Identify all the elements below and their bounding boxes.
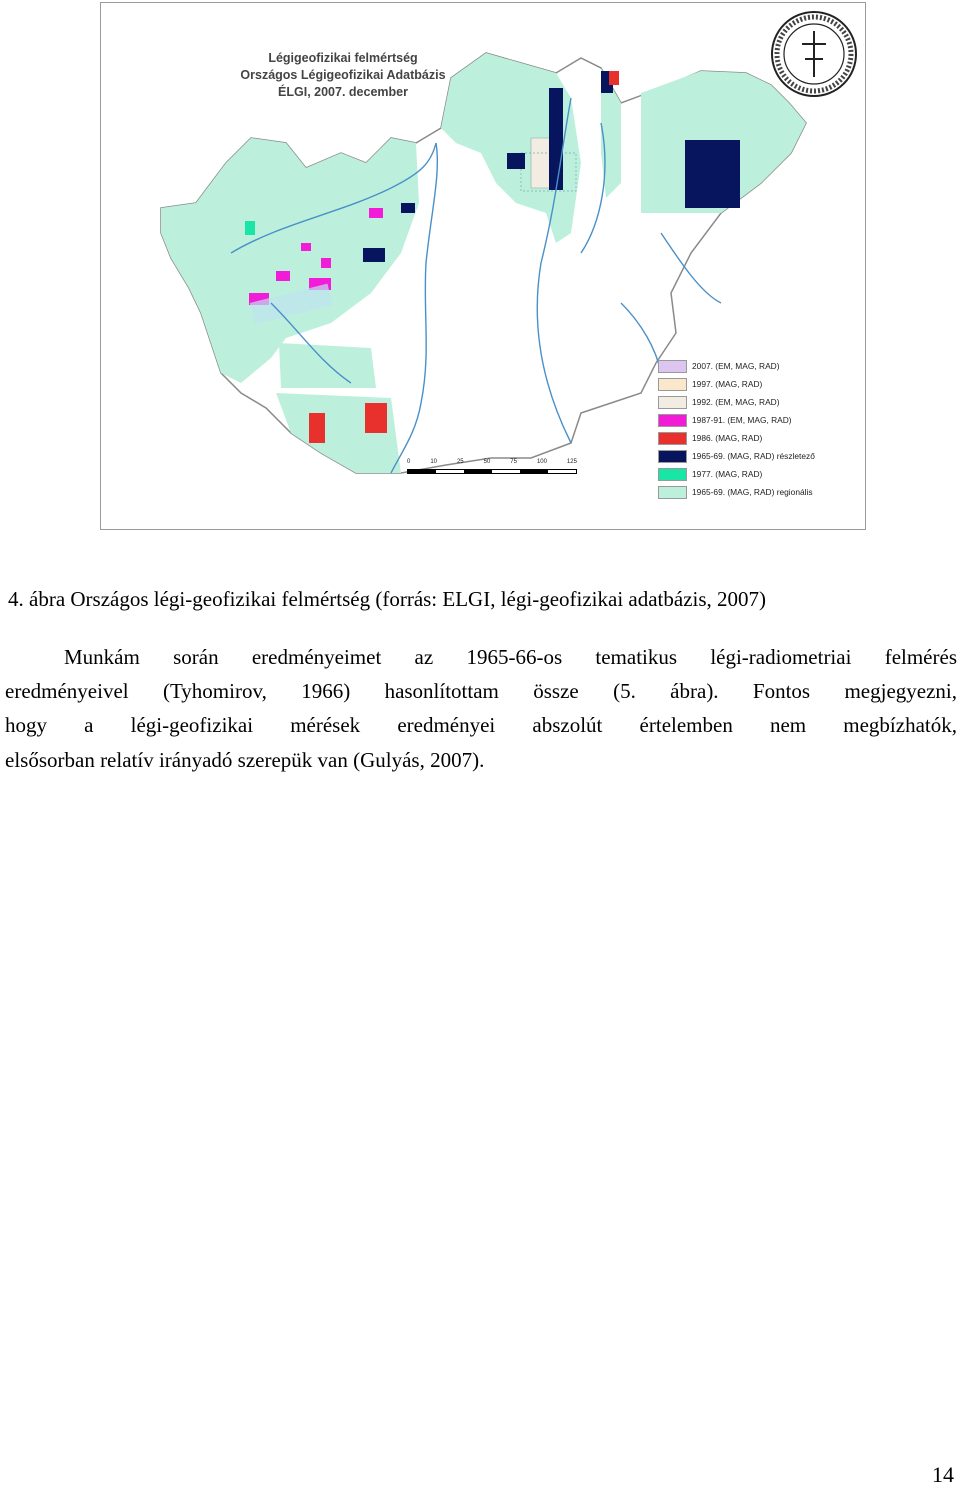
legend-label: 1997. (MAG, RAD) <box>692 379 763 389</box>
figure-survey-map <box>100 2 866 530</box>
legend-swatch <box>658 414 687 427</box>
legend-swatch <box>658 468 687 481</box>
legend-swatch <box>658 378 687 391</box>
paragraph-line: eredményeivel (Tyhomirov, 1966) hasonlítottam össze (5. ábra). Fontos megjegyezni, <box>5 679 957 704</box>
map-title-line: Légigeofizikai felmértség <box>268 51 418 65</box>
scale-label: 25 <box>456 459 464 465</box>
paragraph-line: Munkám során eredményeimet az 1965-66-os tematikus légi-radiometriai felmérés <box>64 645 957 669</box>
legend-item <box>658 429 864 447</box>
figure-caption: 4. ábra Országos légi-geofizikai felmértség (forrás: ELGI, légi-geofizikai adatbázis, 2007) <box>8 587 767 611</box>
scale-bar-segments <box>407 469 577 474</box>
scale-label: 0 <box>407 459 411 465</box>
scale-bar <box>407 459 577 481</box>
page-number: 14 <box>932 1462 954 1487</box>
body-paragraph <box>5 640 957 777</box>
legend-item <box>658 375 864 393</box>
legend-swatch <box>658 486 687 499</box>
legend-swatch <box>658 450 687 463</box>
legend-label: 1977. (MAG, RAD) <box>692 469 763 479</box>
scale-label: 75 <box>510 459 517 465</box>
map-legend <box>658 357 864 501</box>
legend-label: 1965-69. (MAG, RAD) részletező <box>692 451 815 461</box>
legend-label: 1965-69. (MAG, RAD) regionális <box>692 487 813 497</box>
map-title-line: Országos Légigeofizikai Adatbázis <box>240 68 446 82</box>
paragraph-line: hogy a légi-geofizikai mérések eredményei abszolút értelemben nem megbízhatók, <box>5 713 957 738</box>
paragraph-line: elsősorban relatív irányadó szerepük van (Gulyás, 2007). <box>5 747 485 772</box>
scale-label: 125 <box>566 459 577 465</box>
scale-labels <box>407 459 577 468</box>
scale-label: 10 <box>430 459 437 465</box>
legend-label: 1986. (MAG, RAD) <box>692 433 763 443</box>
map-title <box>213 50 473 101</box>
legend-swatch <box>658 432 687 445</box>
legend-item <box>658 411 864 429</box>
legend-item <box>658 465 864 483</box>
legend-label: 1992. (EM, MAG, RAD) <box>692 397 780 407</box>
legend-item <box>658 447 864 465</box>
scale-label: 50 <box>483 459 491 465</box>
map-title-line: ÉLGI, 2007. december <box>278 85 408 99</box>
legend-item <box>658 393 864 411</box>
legend-item <box>658 483 864 501</box>
legend-item <box>658 357 864 375</box>
scale-label: 100 <box>536 459 547 465</box>
legend-swatch <box>658 396 687 409</box>
legend-swatch <box>658 360 687 373</box>
legend-label: 2007. (EM, MAG, RAD) <box>692 361 780 371</box>
legend-label: 1987-91. (EM, MAG, RAD) <box>692 415 792 425</box>
institute-seal-icon <box>769 9 859 99</box>
